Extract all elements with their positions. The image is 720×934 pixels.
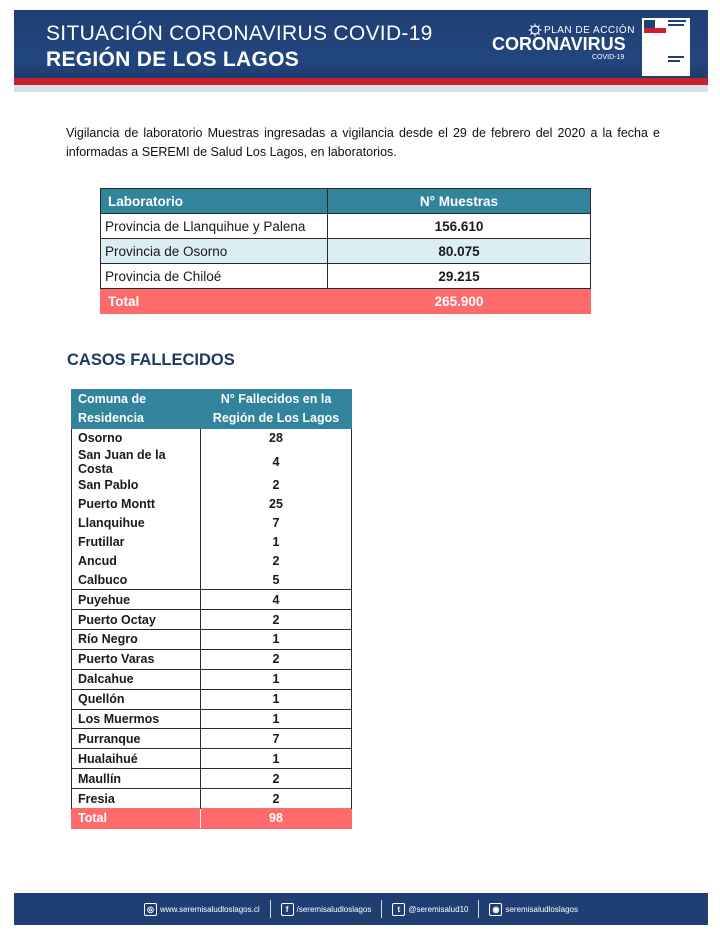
lab-name: Provincia de Llanquihue y Palena xyxy=(101,214,328,239)
lab-name: Provincia de Chiloé xyxy=(101,264,328,289)
logo-coronavirus-text: CORONAVIRUS xyxy=(492,34,626,54)
table-row xyxy=(72,590,352,610)
table-row xyxy=(72,769,352,789)
facebook-link[interactable]: /seremisaludloslagos xyxy=(296,904,372,914)
table-row xyxy=(72,429,352,448)
header-banner xyxy=(14,10,708,92)
death-count: 4 xyxy=(201,590,352,610)
death-count: 1 xyxy=(201,709,352,729)
lab-samples-table xyxy=(100,188,591,314)
comuna-name: Puerto Octay xyxy=(72,610,201,630)
table-row xyxy=(72,570,352,589)
comuna-name: Hualaihué xyxy=(72,749,201,769)
death-count: 1 xyxy=(201,689,352,709)
globe-icon: ◎ xyxy=(144,903,157,916)
table-row xyxy=(72,514,352,533)
table-row xyxy=(72,689,352,709)
total-label: Total xyxy=(101,289,328,314)
comuna-name: Purranque xyxy=(72,729,201,749)
logo-plan-text: PLAN DE ACCIÓN xyxy=(544,25,635,36)
death-count: 1 xyxy=(201,669,352,689)
table-row xyxy=(72,448,352,476)
death-count: 7 xyxy=(201,514,352,533)
logo-covid-text: COVID-19 xyxy=(592,54,625,61)
instagram-icon: ◉ xyxy=(489,903,502,916)
footer-divider xyxy=(381,900,382,918)
comuna-name: Maullín xyxy=(72,769,201,789)
table-row xyxy=(72,649,352,669)
death-count: 28 xyxy=(201,429,352,448)
intro-paragraph: Vigilancia de laboratorio Muestras ingresadas a vigilancia desde el 29 de febrero del 2020 a la fecha e informadas a SEREMI de Salud Los Lagos, en laboratorios. xyxy=(66,126,660,159)
comuna-name: Puerto Montt xyxy=(72,495,201,514)
comuna-name: Osorno xyxy=(72,429,201,448)
table-row xyxy=(101,264,591,289)
comuna-name: San Juan de la Costa xyxy=(72,448,201,476)
website-link[interactable]: www.seremisaludloslagos.cl xyxy=(160,904,260,914)
facebook-icon: f xyxy=(281,903,294,916)
deaths-table xyxy=(71,389,352,829)
banner-red-stripe xyxy=(14,78,708,85)
table-row xyxy=(72,709,352,729)
table-row xyxy=(72,495,352,514)
comuna-name: Quellón xyxy=(72,689,201,709)
footer-bar xyxy=(14,893,708,925)
table-row xyxy=(72,630,352,650)
column-header-comuna: Comuna de Residencia xyxy=(72,390,201,429)
table-row xyxy=(72,789,352,809)
table-row xyxy=(72,533,352,552)
footer-facebook[interactable] xyxy=(281,903,372,916)
death-count: 25 xyxy=(201,495,352,514)
header-title: SITUACIÓN CORONAVIRUS COVID-19 xyxy=(46,22,433,45)
table-row xyxy=(72,476,352,495)
death-count: 1 xyxy=(201,533,352,552)
lab-samples: 29.215 xyxy=(328,264,591,289)
death-count: 2 xyxy=(201,476,352,495)
total-value: 265.900 xyxy=(328,289,591,314)
table-row xyxy=(72,669,352,689)
death-count: 7 xyxy=(201,729,352,749)
table-row xyxy=(72,749,352,769)
comuna-name: Dalcahue xyxy=(72,669,201,689)
comuna-name: Frutillar xyxy=(72,533,201,552)
total-row xyxy=(101,289,591,314)
death-count: 2 xyxy=(201,610,352,630)
seremi-logo xyxy=(642,18,690,76)
column-header-deaths: N° Fallecidos en la Región de Los Lagos xyxy=(201,390,352,429)
death-count: 1 xyxy=(201,630,352,650)
banner-light-stripe xyxy=(14,85,708,92)
table-row xyxy=(72,610,352,630)
table-row xyxy=(72,551,352,570)
footer-divider xyxy=(270,900,271,918)
lab-name: Provincia de Osorno xyxy=(101,239,328,264)
total-row xyxy=(72,809,352,829)
section-title: CASOS FALLECIDOS xyxy=(67,351,235,369)
footer-website[interactable] xyxy=(144,903,260,916)
lab-samples: 80.075 xyxy=(328,239,591,264)
header-subtitle: REGIÓN DE LOS LAGOS xyxy=(46,48,300,71)
lab-samples: 156.610 xyxy=(328,214,591,239)
comuna-name: Puerto Varas xyxy=(72,649,201,669)
comuna-name: Fresia xyxy=(72,789,201,809)
comuna-name: Río Negro xyxy=(72,630,201,650)
footer-twitter[interactable] xyxy=(392,903,468,916)
death-count: 2 xyxy=(201,789,352,809)
comuna-name: San Pablo xyxy=(72,476,201,495)
comuna-name: Puyehue xyxy=(72,590,201,610)
total-value: 98 xyxy=(201,809,352,829)
death-count: 1 xyxy=(201,749,352,769)
comuna-name: Llanquihue xyxy=(72,514,201,533)
twitter-link[interactable]: @seremisalud10 xyxy=(408,904,469,914)
column-header-samples: N° Muestras xyxy=(328,189,591,214)
total-label: Total xyxy=(72,809,201,829)
comuna-name: Calbuco xyxy=(72,570,201,589)
comuna-name: Ancud xyxy=(72,551,201,570)
column-header-lab: Laboratorio xyxy=(101,189,328,214)
death-count: 4 xyxy=(201,448,352,476)
table-row xyxy=(101,239,591,264)
footer-divider xyxy=(478,900,479,918)
death-count: 2 xyxy=(201,649,352,669)
comuna-name: Los Muermos xyxy=(72,709,201,729)
instagram-link[interactable]: seremisaludloslagos xyxy=(505,904,578,914)
twitter-icon: t xyxy=(392,903,405,916)
death-count: 2 xyxy=(201,551,352,570)
death-count: 2 xyxy=(201,769,352,789)
footer-instagram[interactable] xyxy=(489,903,577,916)
death-count: 5 xyxy=(201,570,352,589)
table-row xyxy=(72,729,352,749)
table-row xyxy=(101,214,591,239)
